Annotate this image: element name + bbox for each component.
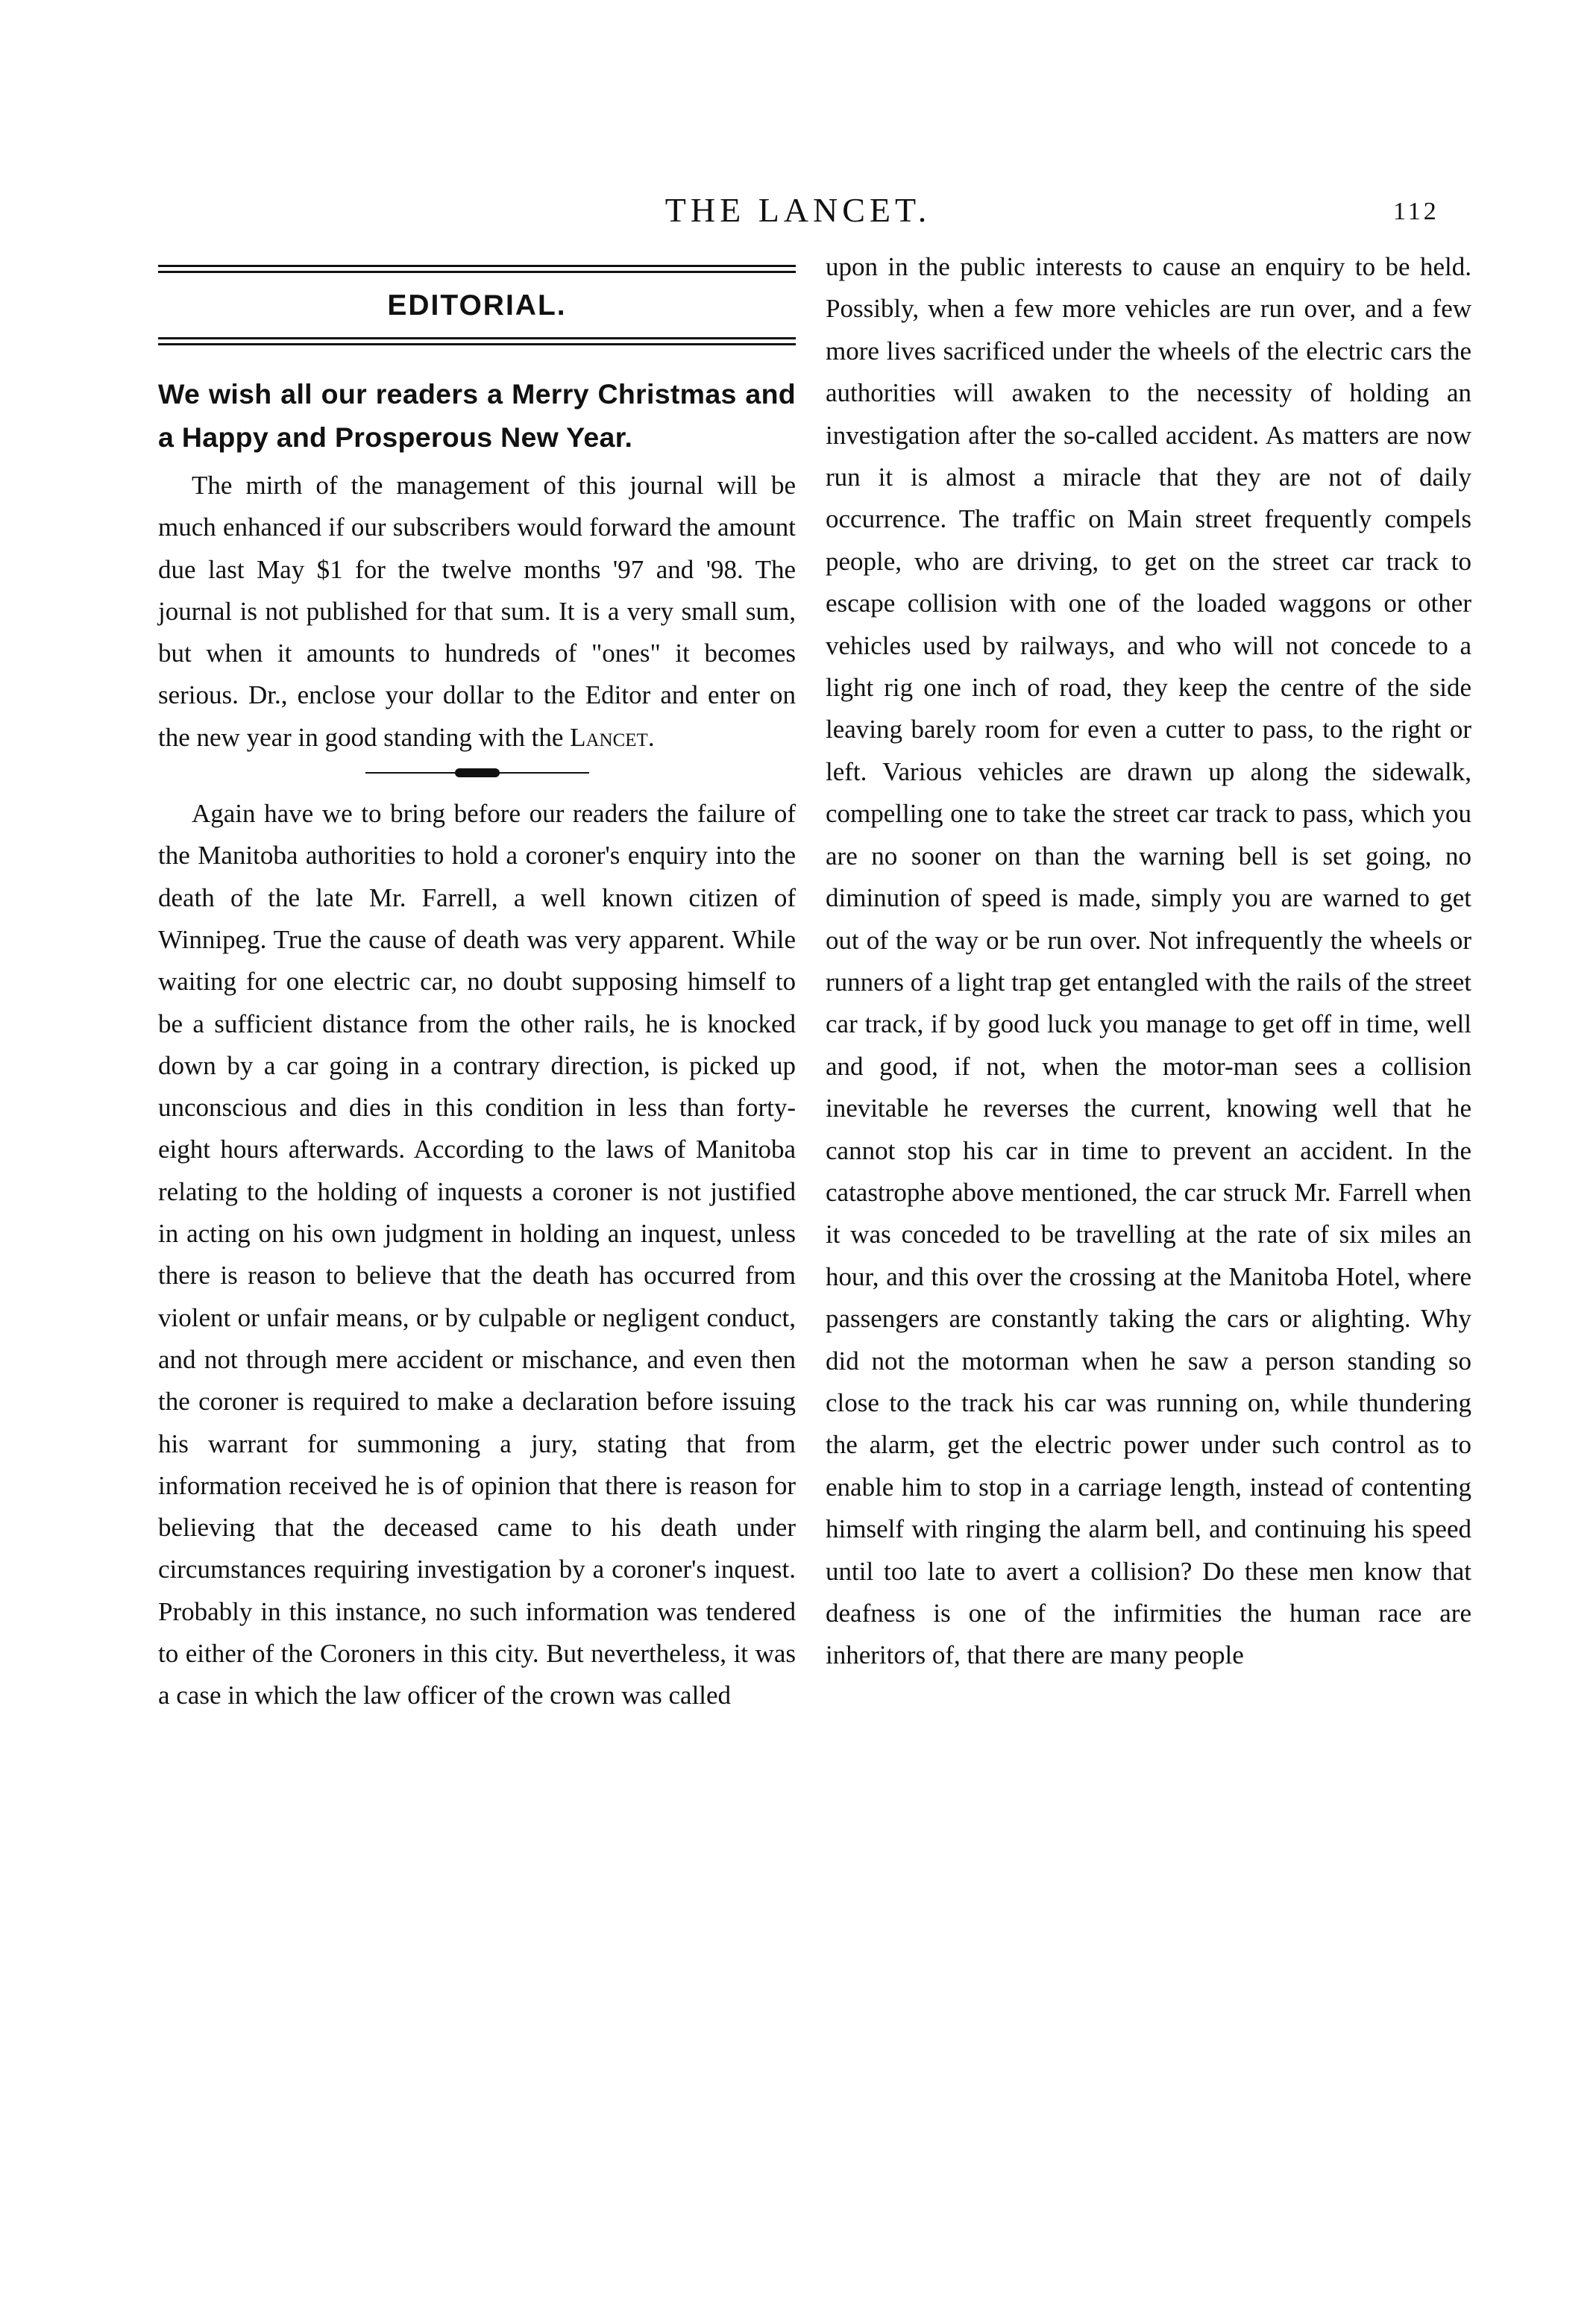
- top-double-rule: [158, 265, 796, 273]
- coroner-paragraph-part2: upon in the public interests to cause an enquiry to be held. Possibly, when a few more vehicles are run over, and a few more lives sacrificed under the wheels of the electric cars the authorities will awaken to the necessity of holding an investigation after the so-called accident. As matters are now run it is almost a miracle that they are not of daily occurrence. The traffic on Main street frequently compels people, who are driving, to get on the street car track to escape collision with one of the loaded waggons or other vehicles used by railways, and who will not concede to a light rig one inch of road, they keep the centre of the side leaving barely room for even a cutter to pass, to the right or left. Various vehicles are drawn up along the sidewalk, compelling one to take the street car track to pass, which you are no sooner on than the warning bell is set going, no diminution of speed is made, simply you are warned to get out of the way or be run over. Not infrequently the wheels or runners of a light trap get entangled with the rails of the street car track, if by good luck you manage to get off in time, well and good, if not, when the motor-man sees a collision inevitable he reverses the current, knowing well that he cannot stop his car in time to prevent an accident. In the catastrophe above mentioned, the car struck Mr. Farrell when it was conceded to be travelling at the rate of six miles an hour, and this over the crossing at the Manitoba Hotel, where passengers are constantly taking the cars or alighting. Why did not the motorman when he saw a person standing so close to the track his car was running on, while thundering the alarm, get the electric power under such control as to enable him to stop in a carriage length, instead of contenting himself with ringing the alarm bell, and continuing his speed until too late to avert a collision? Do these men know that deafness is one of the infirmities the human race are inheritors of, that there are many people: [826, 252, 1471, 1670]
- subscription-paragraph: [158, 465, 796, 759]
- ornament-divider: [365, 772, 589, 774]
- subscription-end: .: [647, 722, 655, 752]
- left-column: [158, 265, 796, 1717]
- running-head: [0, 190, 1596, 242]
- divider-ornament: [455, 768, 500, 777]
- right-column: [826, 246, 1471, 1677]
- coroner-paragraph-part1: Again have we to bring before our readers the failure of the Manitoba authorities to hold a coroner's enquiry into the death of the late Mr. Farrell, a well known citizen of Winnipeg. True the cause of death was very apparent. While waiting for one electric car, no doubt supposing himself to be a sufficient distance from the other rails, he is knocked down by a car going in a contrary direction, is picked up unconscious and dies in this condition in less than forty-eight hours afterwards. According to the laws of Manitoba relating to the holding of inquests a coroner is not justified in acting on his own judgment in holding an inquest, unless there is reason to believe that the death has occurred from violent or unfair means, or by culpable or negligent conduct, and not through mere accident or mischance, and even then the coroner is required to make a declaration before issuing his warrant for summoning a jury, stating that from information received he is of opinion that there is reason for believing that the deceased came to his death under circumstances requiring investigation by a coroner's inquest. Probably in this instance, no such information was tendered to either of the Coroners in this city. But nevertheless, it was a case in which the law officer of the crown was called: [158, 799, 796, 1710]
- journal-title: THE LANCET.: [665, 191, 931, 229]
- greeting-headline: We wish all our readers a Merry Christmas and a Happy and Prosperous New Year.: [158, 378, 796, 453]
- subscription-text: The mirth of the management of this journal will be much enhanced if our subscribers would forward the amount due last May $1 for the twelve months '97 and '98. The journal is not published for that sum. It is a very small sum, but when it amounts to hundreds of "ones" it becomes serious. Dr., enclose your dollar to the Editor and enter on the new year in good standing with the: [158, 471, 796, 752]
- lancet-name: Lancet: [570, 722, 648, 752]
- section-title: EDITORIAL.: [387, 289, 567, 322]
- bottom-double-rule: [158, 337, 796, 345]
- page-number: 112: [1393, 198, 1439, 225]
